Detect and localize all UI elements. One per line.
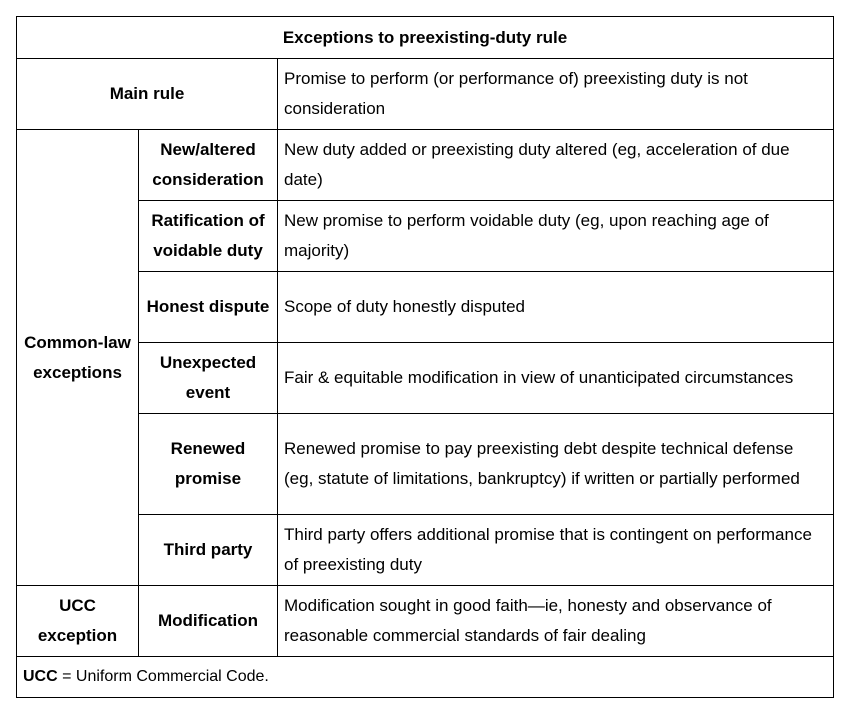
table-row (17, 130, 834, 201)
exception-name: Third party (139, 515, 278, 586)
table-row (17, 414, 834, 515)
exception-name: Honest dispute (139, 272, 278, 343)
main-rule-label: Main rule (17, 59, 278, 130)
exception-description: Renewed promise to pay preexisting debt despite technical defense (eg, statute of limitations, bankruptcy) if written or partially performed (278, 414, 834, 515)
footnote-text: = Uniform Commercial Code. (57, 668, 269, 685)
exception-name: Unexpected event (139, 343, 278, 414)
exception-name: Renewed promise (139, 414, 278, 515)
exception-description: Scope of duty honestly disputed (278, 272, 834, 343)
main-rule-row (17, 59, 834, 130)
exception-name: Modification (139, 586, 278, 657)
exception-description: Third party offers additional promise that is contingent on performance of preexisting duty (278, 515, 834, 586)
exception-name: Ratification of voidable duty (139, 201, 278, 272)
ucc-label: UCC exception (17, 586, 139, 657)
table-row (17, 586, 834, 657)
table-title: Exceptions to preexisting-duty rule (17, 17, 834, 59)
footnote-abbr: UCC (23, 668, 58, 685)
exception-description: Fair & equitable modification in view of unanticipated circumstances (278, 343, 834, 414)
exception-description: Modification sought in good faith—ie, honesty and observance of reasonable commercial standards of fair dealing (278, 586, 834, 657)
footnote (17, 657, 834, 698)
exception-description: New duty added or preexisting duty altered (eg, acceleration of due date) (278, 130, 834, 201)
table-row (17, 343, 834, 414)
exceptions-table (16, 16, 834, 698)
title-row (17, 17, 834, 59)
table-row (17, 515, 834, 586)
main-rule-description: Promise to perform (or performance of) preexisting duty is not consideration (278, 59, 834, 130)
footnote-row (17, 657, 834, 698)
exception-description: New promise to perform voidable duty (eg, upon reaching age of majority) (278, 201, 834, 272)
exception-name: New/altered consideration (139, 130, 278, 201)
table-row (17, 201, 834, 272)
table-row (17, 272, 834, 343)
common-law-label: Common-law exceptions (17, 130, 139, 586)
